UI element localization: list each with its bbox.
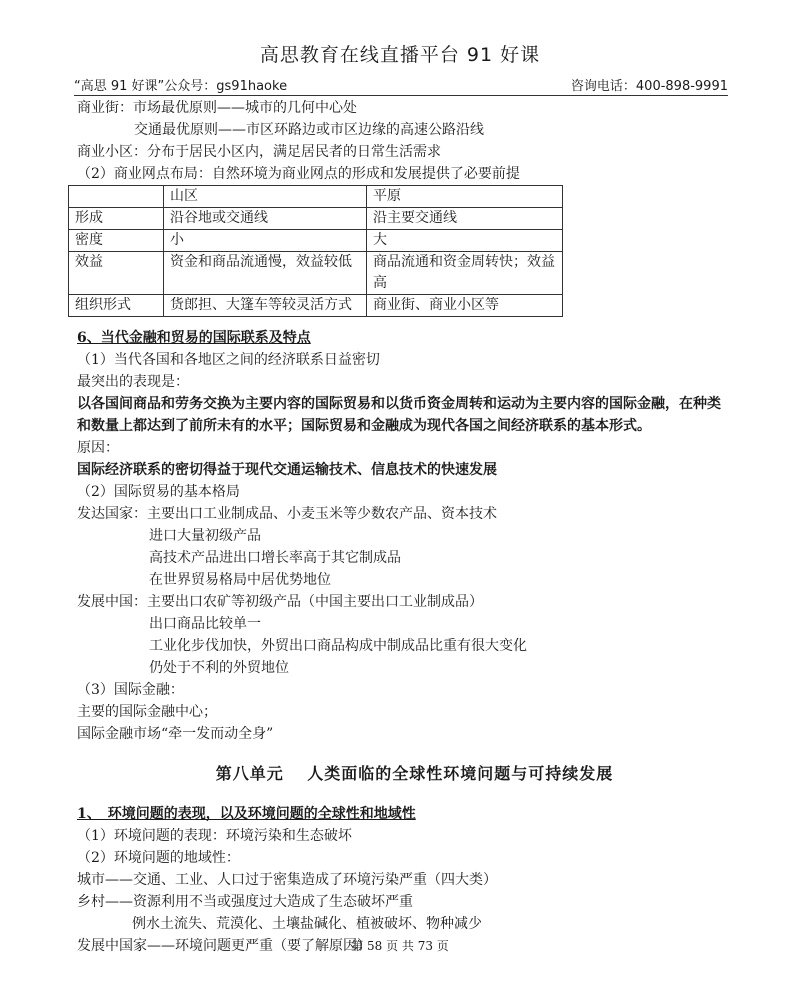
table-cell: 商业街、商业小区等 bbox=[367, 295, 563, 317]
text-line: 仍处于不利的外贸地位 bbox=[149, 660, 289, 676]
text-line: 发展中国：主要出口农矿等初级产品（中国主要出口工业制成品） bbox=[77, 594, 483, 610]
text-line: 出口商品比较单一 bbox=[149, 616, 261, 632]
wechat-account: “高思 91 好课”公众号：gs91haoke bbox=[74, 79, 288, 94]
table-cell: 货郎担、大篷车等较灵活方式 bbox=[164, 295, 367, 317]
table-header-row bbox=[69, 186, 563, 208]
spacer bbox=[77, 317, 732, 327]
text-line: 高技术产品进出口增长率高于其它制成品 bbox=[149, 550, 401, 566]
header-divider bbox=[74, 95, 728, 96]
section-heading: 6、当代金融和贸易的国际联系及特点 bbox=[77, 330, 311, 346]
table-row bbox=[69, 295, 563, 317]
bold-paragraph: 以各国间商品和劳务交换为主要内容的国际贸易和以货币资金周转和运动为主要内容的国际金融，在种类和数量上都达到了前所未有的水平；国际贸易和金融成为现代各国之间经济联系的基本形式。 bbox=[77, 396, 721, 434]
text-line: 商业小区：分布于居民小区内，满足居民者的日常生活需求 bbox=[77, 144, 441, 160]
table-cell: 商品流通和资金周转快；效益高 bbox=[367, 252, 563, 295]
table-cell: 密度 bbox=[69, 230, 164, 252]
text-line: （1）当代各国和各地区之间的经济联系日益密切 bbox=[77, 352, 380, 368]
table-cell bbox=[69, 186, 164, 208]
table-cell: 山区 bbox=[164, 186, 367, 208]
page-number: 第 58 页 共 73 页 bbox=[351, 939, 449, 953]
table-row bbox=[69, 208, 563, 230]
text-line: 主要的国际金融中心； bbox=[77, 704, 217, 720]
text-line: （2）国际贸易的基本格局 bbox=[77, 484, 240, 500]
text-line: 城市——交通、工业、人口过于密集造成了环境污染严重（四大类） bbox=[77, 872, 497, 888]
text-line: 交通最优原则——市区环路边或市区边缘的高速公路沿线 bbox=[134, 122, 484, 138]
table-cell: 组织形式 bbox=[69, 295, 164, 317]
text-line: 乡村——资源利用不当或强度过大造成了生态破坏严重 bbox=[77, 894, 413, 910]
text-line: 商业街：市场最优原则——城市的几何中心处 bbox=[77, 100, 357, 116]
table-cell: 资金和商品流通慢，效益较低 bbox=[164, 252, 367, 295]
table-cell: 平原 bbox=[367, 186, 563, 208]
text-line: 国际金融市场“牵一发而动全身” bbox=[77, 726, 274, 742]
text-line: 发展中国家——环境问题更严重（要了解原因） bbox=[77, 938, 371, 954]
bold-line: 国际经济联系的密切得益于现代交通运输技术、信息技术的快速发展 bbox=[77, 462, 497, 478]
table-cell: 大 bbox=[367, 230, 563, 252]
unit-title: 第八单元 人类面临的全球性环境问题与可持续发展 bbox=[215, 764, 614, 783]
table-cell: 沿谷地或交通线 bbox=[164, 208, 367, 230]
text-line: 进口大量初级产品 bbox=[149, 528, 261, 544]
page-header-title: 高思教育在线直播平台 91 好课 bbox=[259, 44, 541, 66]
table-row bbox=[69, 230, 563, 252]
commercial-network-table bbox=[68, 185, 563, 317]
table-row bbox=[69, 252, 563, 295]
text-line: （2）环境问题的地域性： bbox=[77, 850, 240, 866]
text-line: 例水土流失、荒漠化、土壤盐碱化、植被破坏、物种减少 bbox=[132, 916, 482, 932]
text-line: 原因： bbox=[77, 440, 119, 456]
table-cell: 形成 bbox=[69, 208, 164, 230]
text-line: （3）国际金融： bbox=[77, 682, 184, 698]
text-line: 在世界贸易格局中居优势地位 bbox=[149, 572, 331, 588]
section-heading: 1、 环境问题的表现，以及环境问题的全球性和地域性 bbox=[77, 806, 416, 822]
table-cell: 效益 bbox=[69, 252, 164, 295]
table-cell: 小 bbox=[164, 230, 367, 252]
text-line: 最突出的表现是： bbox=[77, 374, 189, 390]
text-line: 工业化步伐加快，外贸出口商品构成中制成品比重有很大变化 bbox=[149, 638, 527, 654]
document-body bbox=[77, 97, 732, 957]
text-line: 发达国家：主要出口工业制成品、小麦玉米等少数农产品、资本技术 bbox=[77, 506, 497, 522]
table-cell: 沿主要交通线 bbox=[367, 208, 563, 230]
text-line: （2）商业网点布局：自然环境为商业网点的形成和发展提供了必要前提 bbox=[77, 166, 520, 182]
hotline: 咨询电话：400-898-9991 bbox=[570, 79, 728, 94]
text-line: （1）环境问题的表现：环境污染和生态破坏 bbox=[77, 828, 352, 844]
